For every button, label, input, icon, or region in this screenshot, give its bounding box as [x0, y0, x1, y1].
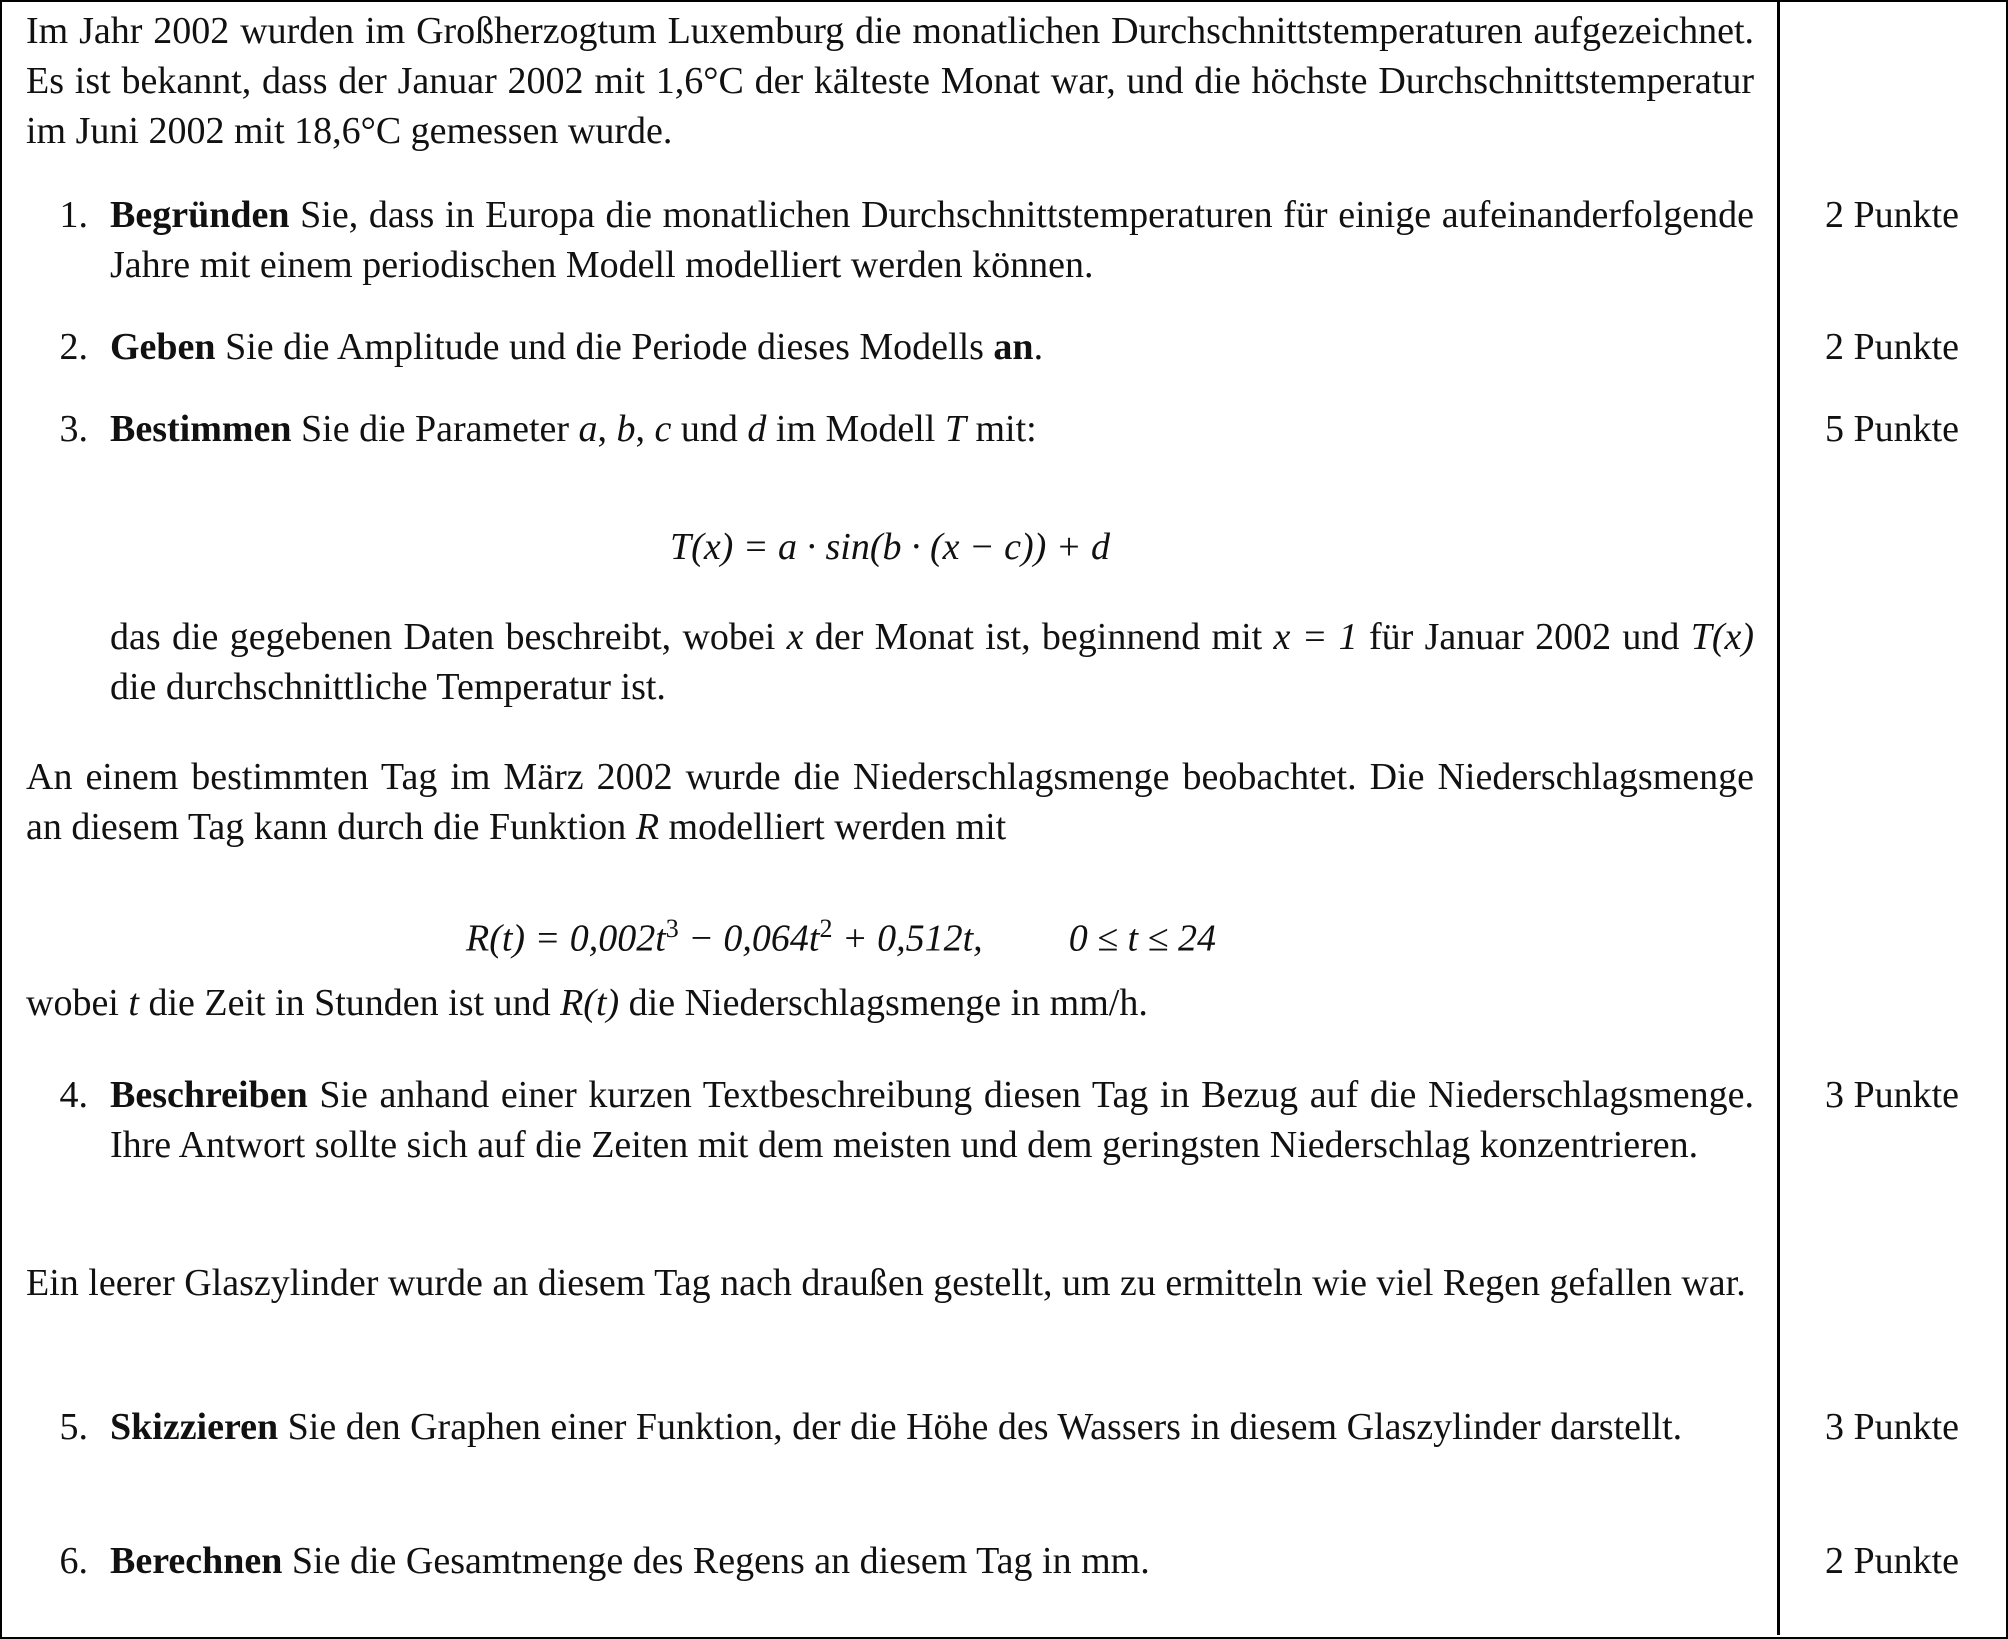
task-text: im Modell [766, 408, 945, 450]
text: An einem bestimmten Tag im März 2002 wurde die Niederschlagsmenge beobachtet. Die Niederschlagsmenge an diesem Tag kann durch die Funktion [26, 756, 1754, 848]
param-a: a [578, 408, 598, 450]
task-text: Sie die Parameter [291, 408, 579, 450]
task-number: 1. [59, 194, 88, 236]
intro-paragraph: Im Jahr 2002 wurden im Großherzogtum Luxemburg die monatlichen Durchschnittstemperaturen aufgezeichnet. Es ist bekannt, dass der Januar 2002 mit 1,6°C der kälteste Monat war, und die höchste Durchschnittstemperatur im Juni 2002 mit 18,6°C gemessen wurde. [26, 10, 1754, 152]
separator: , [597, 408, 617, 450]
task-text: mit: [965, 408, 1037, 450]
text: das die gegebenen Daten beschreibt, wobei [110, 616, 787, 658]
task-number: 5. [59, 1406, 88, 1448]
var-x: x [786, 616, 804, 658]
task-4-points: 3 Punkte [1824, 1074, 1960, 1116]
R-of-t: R(t) [560, 982, 620, 1024]
cylinder-intro-paragraph: Ein leerer Glaszylinder wurde an diesem Tag nach draußen gestellt, um zu ermitteln wie viel Regen gefallen war. [26, 1262, 1746, 1304]
task-text: Sie anhand einer kurzen Textbeschreibung diesen Tag in Bezug auf die Niederschlagsmenge. Ihre Antwort sollte sich auf die Zeiten mit dem meisten und dem geringsten Niederschlag konzentrieren. [110, 1074, 1754, 1166]
param-d: d [747, 408, 767, 450]
formula-part: + 0,512t, [832, 917, 983, 960]
var-t: t [128, 982, 139, 1024]
task-keyword: Skizzieren [110, 1406, 279, 1448]
task-5-points: 3 Punkte [1824, 1406, 1960, 1448]
task-text: Sie die Amplitude und die Periode dieses Modells [215, 326, 994, 368]
text: für Januar 2002 und [1357, 616, 1691, 658]
task-number: 6. [59, 1540, 88, 1582]
text: die Niederschlagsmenge in mm/h. [619, 982, 1148, 1024]
exponent-2: 2 [819, 914, 833, 943]
task-5 [26, 1402, 1754, 1452]
task-number: 3. [59, 408, 88, 450]
task-keyword: Begründen [110, 194, 290, 236]
task-4 [26, 1070, 1754, 1170]
task-3 [26, 404, 1754, 454]
task-number: 2. [59, 326, 88, 368]
text: die durchschnittliche Temperatur ist. [110, 666, 666, 708]
task-3-points: 5 Punkte [1824, 408, 1960, 450]
formula-rain-model [466, 904, 1366, 964]
task-1 [26, 190, 1754, 290]
rain-explanation [26, 978, 1754, 1028]
task-text: Sie die Gesamtmenge des Regens an diesem Tag in mm. [282, 1540, 1150, 1582]
task-keyword: Geben [110, 326, 216, 368]
task-6-points: 2 Punkte [1824, 1540, 1960, 1582]
formula-part: R(t) = 0,002t [466, 917, 666, 960]
task-keyword: Bestimmen [110, 408, 292, 450]
task-1-points: 2 Punkte [1824, 194, 1960, 236]
x-equals-1: x = 1 [1273, 616, 1358, 658]
points-column-divider [1777, 0, 1780, 1635]
task-2 [26, 322, 1754, 372]
task-keyword-2: an [993, 326, 1034, 368]
T-of-x: T(x) [1690, 616, 1755, 658]
model-T: T [944, 408, 966, 450]
task-text-end: . [1033, 326, 1044, 368]
task-keyword: Berechnen [110, 1540, 283, 1582]
function-R: R [635, 806, 660, 848]
separator: , [635, 408, 655, 450]
task-text: Sie, dass in Europa die monatlichen Durchschnittstemperaturen für einige aufeinanderfolgende Jahre mit einem periodischen Modell modelliert werden können. [110, 194, 1754, 286]
task-3-continuation [110, 612, 1754, 712]
text: modelliert werden mit [659, 806, 1007, 848]
exponent-3: 3 [665, 914, 679, 943]
text: der Monat ist, beginnend mit [803, 616, 1274, 658]
param-c: c [654, 408, 672, 450]
param-b: b [616, 408, 636, 450]
rain-intro-paragraph [26, 752, 1754, 852]
text: die Zeit in Stunden ist und [138, 982, 561, 1024]
separator: und [671, 408, 748, 450]
task-6 [26, 1536, 1754, 1586]
task-number: 4. [59, 1074, 88, 1116]
task-keyword: Beschreiben [110, 1074, 308, 1116]
text: wobei [26, 982, 129, 1024]
task-2-points: 2 Punkte [1824, 326, 1960, 368]
formula-domain: 0 ≤ t ≤ 24 [1068, 917, 1216, 960]
task-text: Sie den Graphen einer Funktion, der die Höhe des Wassers in diesem Glaszylinder darstellt. [278, 1406, 1683, 1448]
formula-temperature-model: T(x) = a · sin(b · (x − c)) + d [670, 526, 1110, 568]
formula-part: − 0,064t [678, 917, 820, 960]
